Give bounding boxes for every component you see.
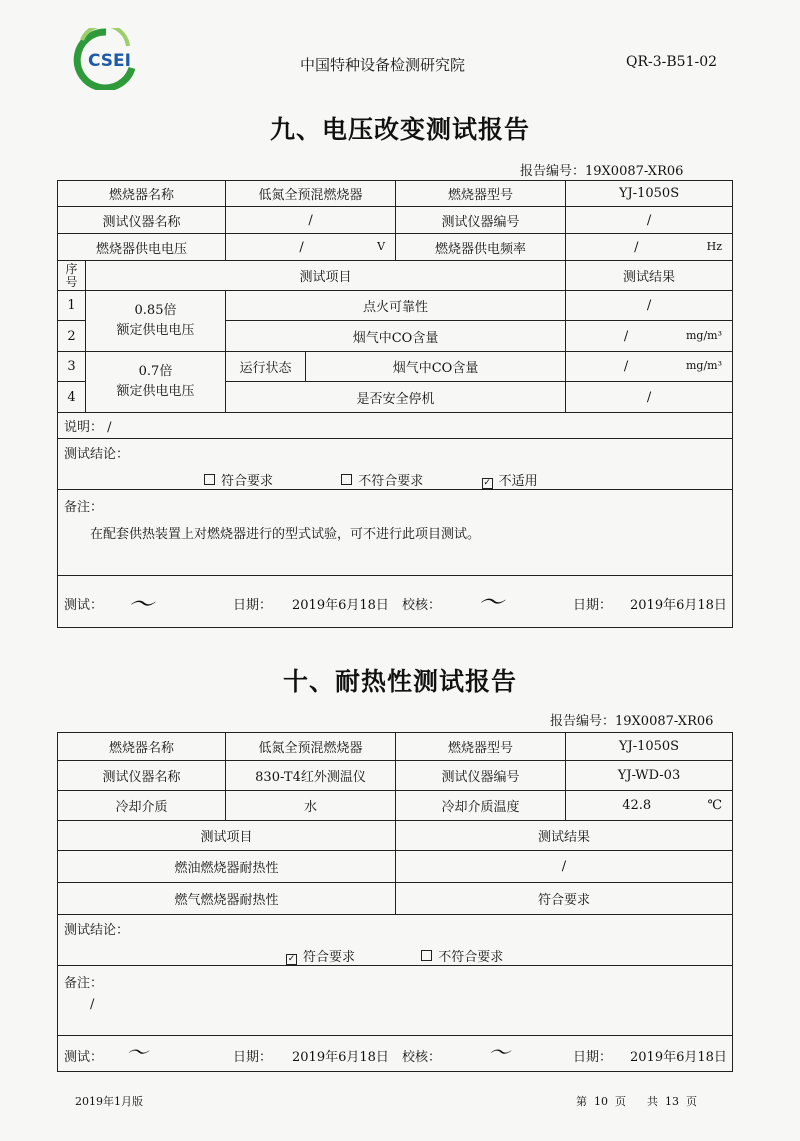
row3-unit: mg/m³ [686,359,723,372]
r2-signature-row [58,1036,733,1072]
r2-date-label-2: 日期： [573,1050,613,1065]
r2-reviewer-signature: ～ [484,1041,513,1066]
report1-title: 九、电压改变测试报告 [269,115,530,144]
freq-label: 燃烧器供电频率 [396,234,566,261]
row4-seq: 4 [58,382,86,413]
instrument-name-value: / [226,207,396,234]
svg-text:CSEI: CSEI [88,51,131,71]
freq-unit: Hz [706,239,723,253]
remark-row [58,490,733,576]
r2-instrument-no-value: YJ-WD-03 [566,761,733,791]
reviewer-signature: ～ [474,588,507,618]
gas-burner-result: 符合要求 [396,883,733,915]
instrument-no-value: / [566,207,733,234]
conclusion-label: 测试结论： [64,447,130,462]
burner-name-value: 低氮全预混燃烧器 [226,181,396,207]
r2-burner-model-value: YJ-1050S [566,733,733,761]
row3-item: 烟气中CO含量 [306,352,566,382]
voltage-value [226,234,396,261]
checkbox-na-checked[interactable]: ✓ [483,478,491,488]
burner-model-label: 燃烧器型号 [396,181,566,207]
r2-instrument-no-label: 测试仪器编号 [396,761,566,791]
row2-result [566,321,733,352]
r2-opt-comply-label: 符合要求 [303,950,356,965]
row2-item: 烟气中CO含量 [226,321,566,352]
review-date: 2019年6月18日 [630,598,727,613]
coolant-temp-label: 冷却介质温度 [396,791,566,821]
coolant-label: 冷却介质 [58,791,226,821]
voltage-value-text: / [299,239,304,255]
tester-label: 测试： [64,598,104,613]
gas-burner-item: 燃气燃烧器耐热性 [58,883,396,915]
tester-signature: ～ [124,590,157,620]
row3-sub: 运行状态 [226,352,306,382]
checkbox-comply[interactable] [204,474,215,485]
opt-comply-label: 符合要求 [221,474,274,489]
oil-burner-item: 燃油燃烧器耐热性 [58,851,396,883]
voltage-label: 燃烧器供电电压 [58,234,226,261]
r2-conclusion-row [58,915,733,966]
opt-not-comply-label: 不符合要求 [358,474,424,489]
row4-item: 是否安全停机 [226,382,566,413]
burner-name-label: 燃烧器名称 [58,181,226,207]
result-header: 测试结果 [566,261,733,291]
r2-tester-signature: ～ [122,1041,151,1066]
row1-group: 0.85倍 额定供电电压 [86,291,226,352]
note-value: / [107,420,112,435]
coolant-temp-text: 42.8 [622,798,652,813]
conclusion-row [58,439,733,490]
coolant-value: 水 [226,791,396,821]
seq-header [58,261,86,291]
date-label-2: 日期： [573,598,613,613]
remark-text: 在配套供热装置上对燃烧器进行的型式试验，可不进行此项目测试。 [90,527,481,542]
form-code: QR-3-B51-02 [626,54,718,70]
row3-result-text: / [623,359,629,374]
r2-remark-text: / [90,997,95,1012]
instrument-no-label: 测试仪器编号 [396,207,566,234]
test-date: 2019年6月18日 [292,598,389,613]
report2-number: 报告编号：19X0087-XR06 [550,714,714,729]
r2-checkbox-not-comply[interactable] [421,950,432,961]
reviewer-label: 校核： [402,598,442,613]
opt-na-label: 不适用 [498,474,538,489]
row4-result: / [566,382,733,413]
freq-value-text: / [634,239,639,255]
signature-row [58,576,733,628]
coolant-temp-value [566,791,733,821]
note-row [58,413,733,439]
r2-burner-name-value: 低氮全预混燃烧器 [226,733,396,761]
instrument-name-label: 测试仪器名称 [58,207,226,234]
r2-remark-row [58,966,733,1036]
r2-result-header: 测试结果 [396,821,733,851]
item-header: 测试项目 [86,261,566,291]
seq-header-text: 序号 [65,261,78,289]
heat-resistance-table [57,732,733,1072]
r2-instrument-name-value: 830-T4红外测温仪 [226,761,396,791]
row1-item: 点火可靠性 [226,291,566,321]
page-number: 第 10 页 共 13 页 [576,1095,697,1108]
row2-result-text: / [623,328,629,344]
r2-burner-model-label: 燃烧器型号 [396,733,566,761]
r2-tester-label: 测试： [64,1050,104,1065]
row1-seq: 1 [58,291,86,321]
row3-result [566,352,733,382]
r2-conclusion-label: 测试结论： [64,923,130,938]
r2-checkbox-comply-checked[interactable]: ✓ [287,954,296,964]
r2-burner-name-label: 燃烧器名称 [58,733,226,761]
report2-title: 十、耐热性测试报告 [282,667,517,696]
note-label: 说明： [64,420,104,435]
oil-burner-result: / [396,851,733,883]
freq-value [566,234,733,261]
report1-number: 报告编号：19X0087-XR06 [520,164,684,179]
row3-seq: 3 [58,352,86,382]
org-name: 中国特种设备检测研究院 [300,56,466,74]
voltage-unit: V [377,239,386,253]
r2-date-label-1: 日期： [233,1050,273,1065]
row1-result: / [566,291,733,321]
r2-reviewer-label: 校核： [402,1050,442,1065]
r2-review-date: 2019年6月18日 [630,1050,727,1065]
checkbox-not-comply[interactable] [341,474,352,485]
voltage-test-table [57,180,733,628]
r2-item-header: 测试项目 [58,821,396,851]
row2-unit: mg/m³ [686,328,723,342]
burner-model-value: YJ-1050S [566,181,733,207]
r2-opt-not-comply-label: 不符合要求 [438,950,504,965]
r2-remark-label: 备注： [64,976,104,991]
r2-instrument-name-label: 测试仪器名称 [58,761,226,791]
version-label: 2019年1月版 [75,1095,143,1108]
row2-seq: 2 [58,321,86,352]
remark-label: 备注： [64,500,104,515]
date-label-1: 日期： [233,598,273,613]
row3-group: 0.7倍 额定供电电压 [86,352,226,413]
r2-test-date: 2019年6月18日 [292,1050,389,1065]
csei-logo [66,28,144,90]
coolant-temp-unit: ℃ [707,798,722,813]
